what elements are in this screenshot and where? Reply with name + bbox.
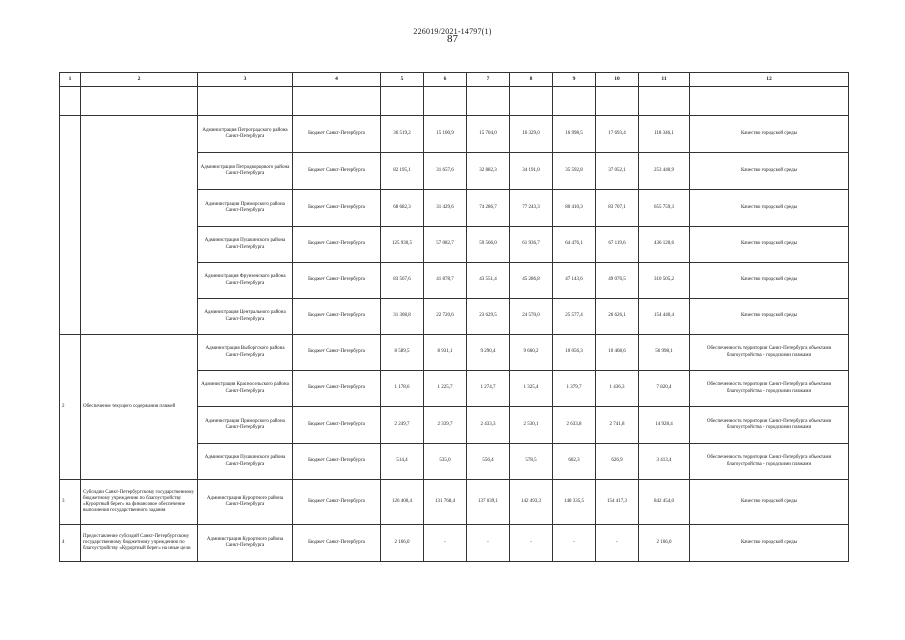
empty-cell [553, 87, 596, 116]
amount-cell: 57 082,7 [424, 227, 467, 263]
amount-cell: 253 440,9 [639, 153, 690, 190]
executor-cell: Администрация Курортного района Санкт-Петербурга [198, 480, 293, 525]
amount-cell: 43 551,4 [467, 263, 510, 299]
item-number-cell: 2 [60, 335, 81, 480]
amount-cell: 1 225,7 [424, 371, 467, 407]
column-header: 12 [690, 73, 849, 87]
amount-cell: 10 468,6 [596, 335, 639, 371]
empty-cell [424, 87, 467, 116]
amount-cell: 655 759,3 [639, 190, 690, 227]
amount-cell: 131 768,4 [424, 480, 467, 525]
amount-cell: - [510, 525, 553, 562]
amount-cell: 1 178,6 [381, 371, 424, 407]
amount-cell: 148 335,5 [553, 480, 596, 525]
amount-cell: 8 931,1 [424, 335, 467, 371]
amount-cell: 3 413,4 [639, 444, 690, 480]
amount-cell: 77 243,3 [510, 190, 553, 227]
empty-cell [198, 87, 293, 116]
amount-cell: 56 998,1 [639, 335, 690, 371]
executor-cell: Администрация Центрального района Санкт-Петербурга [198, 299, 293, 335]
amount-cell: 80 410,3 [553, 190, 596, 227]
result-indicator-cell: Качество городской среды [690, 263, 849, 299]
executor-cell: Администрация Пушкинского района Санкт-Петербурга [198, 227, 293, 263]
amount-cell: 83 567,6 [381, 263, 424, 299]
funding-source-cell: Бюджет Санкт-Петербурга [293, 299, 381, 335]
column-header: 1 [60, 73, 81, 87]
empty-cell [467, 87, 510, 116]
amount-cell: 64 476,1 [553, 227, 596, 263]
funding-source-cell: Бюджет Санкт-Петербурга [293, 480, 381, 525]
amount-cell: 7 820,4 [639, 371, 690, 407]
amount-cell: 8 589,5 [381, 335, 424, 371]
amount-cell: 23 629,5 [467, 299, 510, 335]
amount-cell: 22 720,6 [424, 299, 467, 335]
executor-cell: Администрация Курортного района Санкт-Петербурга [198, 525, 293, 562]
column-header: 2 [81, 73, 198, 87]
result-indicator-cell: Качество городской среды [690, 190, 849, 227]
executor-cell: Администрация Выборгского района Санкт-Петербурга [198, 335, 293, 371]
amount-cell: 1 379,7 [553, 371, 596, 407]
amount-cell: - [553, 525, 596, 562]
amount-cell: 2 249,7 [381, 407, 424, 444]
result-indicator-cell: Качество городской среды [690, 299, 849, 335]
amount-cell: 310 505,2 [639, 263, 690, 299]
funding-source-cell: Бюджет Санкт-Петербурга [293, 227, 381, 263]
table-row [60, 480, 849, 525]
amount-cell: 59 566,0 [467, 227, 510, 263]
item-name-cell: Субсидии Санкт-Петербургскому государственному бюджетному учреждению по благоустройству «Курортный берег» на финансовое обеспечение выполнения государственного задания [81, 480, 198, 525]
amount-cell: 32 882,3 [467, 153, 510, 190]
amount-cell: 83 707,1 [596, 190, 639, 227]
result-indicator-cell: Обеспеченность территории Санкт-Петербурга объектами благоустройства - городскими пляжами [690, 371, 849, 407]
amount-cell: 514,4 [381, 444, 424, 480]
item-number-cell [60, 116, 81, 335]
amount-cell: 142 493,3 [510, 480, 553, 525]
funding-source-cell: Бюджет Санкт-Петербурга [293, 263, 381, 299]
page-number: 87 [447, 33, 458, 45]
amount-cell: 34 191,0 [510, 153, 553, 190]
executor-cell: Администрация Петродворцового района Санкт-Петербурга [198, 153, 293, 190]
amount-cell: 125 930,5 [381, 227, 424, 263]
item-number-cell: 3 [60, 480, 81, 525]
amount-cell: 9 290,4 [467, 335, 510, 371]
result-indicator-cell: Качество городской среды [690, 525, 849, 562]
amount-cell: 31 429,6 [424, 190, 467, 227]
empty-cell [596, 87, 639, 116]
amount-cell: 25 577,4 [553, 299, 596, 335]
amount-cell: 2 166,0 [381, 525, 424, 562]
amount-cell: 137 039,1 [467, 480, 510, 525]
funding-source-cell: Бюджет Санкт-Петербурга [293, 444, 381, 480]
table-row [60, 116, 849, 153]
amount-cell: - [596, 525, 639, 562]
amount-cell: 2 633,8 [553, 407, 596, 444]
amount-cell: 118 346,1 [639, 116, 690, 153]
amount-cell: 1 325,4 [510, 371, 553, 407]
amount-cell: 9 660,2 [510, 335, 553, 371]
amount-cell: 35 592,8 [553, 153, 596, 190]
amount-cell: 842 454,0 [639, 480, 690, 525]
column-number-row [60, 73, 849, 87]
amount-cell: 61 936,7 [510, 227, 553, 263]
column-header: 11 [639, 73, 690, 87]
amount-cell: 154 440,4 [639, 299, 690, 335]
amount-cell: 74 286,7 [467, 190, 510, 227]
amount-cell: 68 682,3 [381, 190, 424, 227]
amount-cell: - [467, 525, 510, 562]
continuation-row [60, 87, 849, 116]
column-header: 8 [510, 73, 553, 87]
empty-cell [510, 87, 553, 116]
result-indicator-cell: Обеспеченность территории Санкт-Петербурга объектами благоустройства - городскими пляжами [690, 407, 849, 444]
result-indicator-cell: Качество городской среды [690, 116, 849, 153]
funding-source-cell: Бюджет Санкт-Петербурга [293, 153, 381, 190]
amount-cell: 15 100,9 [424, 116, 467, 153]
empty-cell [381, 87, 424, 116]
empty-cell [639, 87, 690, 116]
item-name-cell [81, 116, 198, 335]
funding-source-cell: Бюджет Санкт-Петербурга [293, 116, 381, 153]
column-header: 3 [198, 73, 293, 87]
amount-cell: 602,3 [553, 444, 596, 480]
amount-cell: 436 120,6 [639, 227, 690, 263]
amount-cell: 535,0 [424, 444, 467, 480]
amount-cell: 154 417,3 [596, 480, 639, 525]
item-name-cell: Обеспечение текущего содержания пляжей [81, 335, 198, 480]
amount-cell: 41 878,7 [424, 263, 467, 299]
funding-source-cell: Бюджет Санкт-Петербурга [293, 190, 381, 227]
program-table [59, 72, 849, 562]
executor-cell: Администрация Петроградского района Санкт-Петербурга [198, 116, 293, 153]
executor-cell: Администрация Фрунзенского района Санкт-Петербурга [198, 263, 293, 299]
amount-cell: 67 119,6 [596, 227, 639, 263]
amount-cell: - [424, 525, 467, 562]
amount-cell: 24 570,0 [510, 299, 553, 335]
amount-cell: 16 998,5 [553, 116, 596, 153]
amount-cell: 2 741,8 [596, 407, 639, 444]
amount-cell: 31 308,8 [381, 299, 424, 335]
result-indicator-cell: Обеспеченность территории Санкт-Петербурга объектами благоустройства - городскими пляжами [690, 335, 849, 371]
funding-source-cell: Бюджет Санкт-Петербурга [293, 371, 381, 407]
amount-cell: 556,4 [467, 444, 510, 480]
amount-cell: 37 052,1 [596, 153, 639, 190]
amount-cell: 14 928,4 [639, 407, 690, 444]
executor-cell: Администрация Приморского района Санкт-Петербурга [198, 190, 293, 227]
amount-cell: 49 076,5 [596, 263, 639, 299]
column-header: 5 [381, 73, 424, 87]
table-row [60, 335, 849, 371]
amount-cell: 17 693,4 [596, 116, 639, 153]
table-row [60, 525, 849, 562]
amount-cell: 2 166,0 [639, 525, 690, 562]
amount-cell: 626,9 [596, 444, 639, 480]
funding-source-cell: Бюджет Санкт-Петербурга [293, 525, 381, 562]
result-indicator-cell: Обеспеченность территории Санкт-Петербурга объектами благоустройства - городскими пляжами [690, 444, 849, 480]
amount-cell: 2 530,1 [510, 407, 553, 444]
funding-source-cell: Бюджет Санкт-Петербурга [293, 335, 381, 371]
document-number: 226019/2021-14797(1) [413, 27, 492, 36]
column-header: 4 [293, 73, 381, 87]
amount-cell: 45 286,8 [510, 263, 553, 299]
column-header: 7 [467, 73, 510, 87]
item-number-cell: 4 [60, 525, 81, 562]
executor-cell: Администрация Пушкинского района Санкт-Петербурга [198, 444, 293, 480]
result-indicator-cell: Качество городской среды [690, 227, 849, 263]
executor-cell: Администрация Красносельского района Санкт-Петербурга [198, 371, 293, 407]
amount-cell: 1 436,3 [596, 371, 639, 407]
amount-cell: 578,5 [510, 444, 553, 480]
amount-cell: 1 274,7 [467, 371, 510, 407]
amount-cell: 26 626,1 [596, 299, 639, 335]
amount-cell: 10 056,3 [553, 335, 596, 371]
column-header: 6 [424, 73, 467, 87]
column-header: 9 [553, 73, 596, 87]
empty-cell [81, 87, 198, 116]
amount-cell: 82 195,1 [381, 153, 424, 190]
column-header: 10 [596, 73, 639, 87]
empty-cell [60, 87, 81, 116]
amount-cell: 16 329,0 [510, 116, 553, 153]
amount-cell: 126 400,4 [381, 480, 424, 525]
result-indicator-cell: Качество городской среды [690, 480, 849, 525]
amount-cell: 36 519,2 [381, 116, 424, 153]
funding-source-cell: Бюджет Санкт-Петербурга [293, 407, 381, 444]
executor-cell: Администрация Приморского района Санкт-Петербурга [198, 407, 293, 444]
amount-cell: 2 339,7 [424, 407, 467, 444]
amount-cell: 47 143,6 [553, 263, 596, 299]
amount-cell: 31 657,6 [424, 153, 467, 190]
item-name-cell: Предоставление субсидий Санкт-Петербургскому государственному бюджетному учреждению по благоустройству «Курортный берег» на иные цели [81, 525, 198, 562]
empty-cell [293, 87, 381, 116]
amount-cell: 2 433,3 [467, 407, 510, 444]
result-indicator-cell: Качество городской среды [690, 153, 849, 190]
empty-cell [690, 87, 849, 116]
amount-cell: 15 704,0 [467, 116, 510, 153]
